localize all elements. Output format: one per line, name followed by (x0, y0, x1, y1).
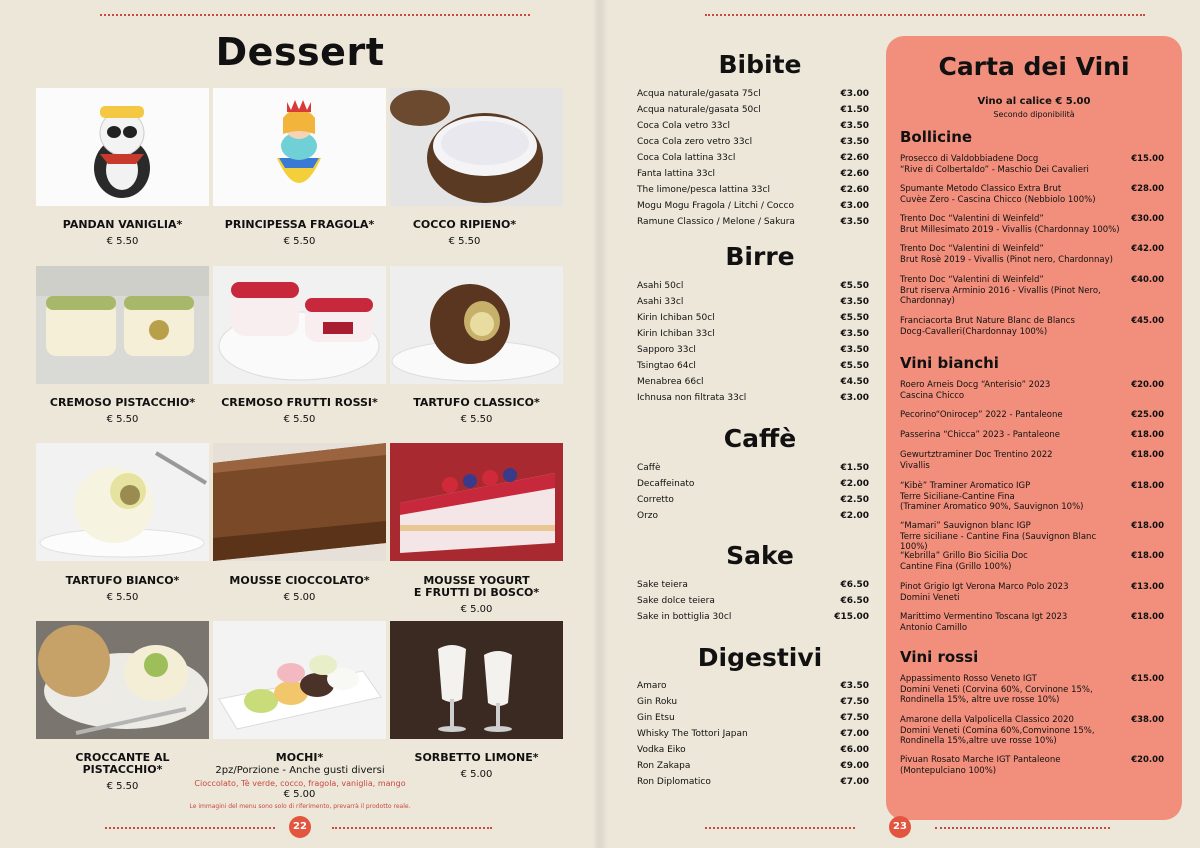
dessert-price: € 5.50 (106, 592, 139, 603)
list-item: Fanta lattina 33cl €2.60 (637, 169, 869, 179)
dessert-name: TARTUFO CLASSICO* (413, 396, 540, 409)
dessert-image-cremoso-frutti-rossi (213, 266, 386, 384)
list-item: Ron Zakapa €9.00 (637, 761, 869, 771)
dessert-image-tartufo-bianco (36, 443, 209, 561)
wine-item: Trento Doc “Valentini di Weinfeld” Brut Millesimato 2019 - Vivallis (Chardonnay 100%) €30.00 (900, 214, 1164, 235)
list-item: Acqua naturale/gasata 50cl €1.50 (637, 105, 869, 115)
dessert-image-croccante-pistacchio (36, 621, 209, 739)
image-disclaimer: Le immagini del menu sono solo di riferimento, prevarrà il prodotto reale. (189, 803, 411, 810)
vini-bianchi-title: Vini bianchi (900, 354, 999, 372)
list-item: Amaro €3.50 (637, 681, 869, 691)
dessert-image-mochi (213, 621, 386, 739)
dessert-image-principessa-fragola (213, 88, 386, 206)
dessert-price: € 5.50 (283, 414, 316, 425)
dessert-subtitle: 2pz/Porzione - Anche gusti diversi (215, 765, 385, 776)
list-item: Acqua naturale/gasata 75cl €3.00 (637, 89, 869, 99)
list-item: Coca Cola lattina 33cl €2.60 (637, 153, 869, 163)
bollicine-title: Bollicine (900, 128, 973, 146)
dessert-price: € 5.00 (460, 604, 493, 615)
dessert-title: Dessert (215, 30, 385, 74)
list-item: Sake dolce teiera €6.50 (637, 596, 869, 606)
vini-rossi-title: Vini rossi (900, 648, 979, 666)
list-item: Sake in bottiglia 30cl €15.00 (637, 612, 869, 622)
wine-item: “Kibè” Traminer Aromatico IGP Terre Siciliane-Cantine Fina (Traminer Aromatico 90%, Sauvignon 10%) €18.00 (900, 481, 1164, 512)
list-item: Kirin Ichiban 50cl €5.50 (637, 313, 869, 323)
bottom-dotted-divider (332, 827, 492, 829)
sake-list (637, 577, 869, 625)
page-number-right: 23 (889, 816, 911, 838)
wine-by-glass: Vino al calice € 5.00 (977, 96, 1091, 107)
wine-item: Appassimento Rosso Veneto IGT Domini Veneti (Corvina 60%, Corvinone 15%, Rondinella 15%, altre uve rosse 10%) €15.00 (900, 674, 1164, 705)
top-dotted-divider-right (705, 14, 1145, 16)
dessert-price: € 5.50 (106, 414, 139, 425)
dessert-name: TARTUFO BIANCO* (65, 574, 180, 587)
list-item: Decaffeinato €2.00 (637, 479, 869, 489)
dessert-price: € 5.50 (283, 236, 316, 247)
list-item: Vodka Eiko €6.00 (637, 745, 869, 755)
dessert-name: CROCCANTE AL PISTACCHIO* (75, 751, 170, 776)
list-item: Corretto €2.50 (637, 495, 869, 505)
bottom-dotted-divider (705, 827, 855, 829)
dessert-image-pandan-vaniglia (36, 88, 209, 206)
birre-list (637, 278, 869, 406)
digestivi-title: Digestivi (697, 643, 823, 672)
dessert-price: € 5.50 (106, 781, 139, 792)
wine-item: “Mamari” Sauvignon blanc IGP Terre siciliane - Cantine Fina (Sauvignon Blanc 100%) €18.00 (900, 521, 1164, 552)
list-item: The limone/pesca lattina 33cl €2.60 (637, 185, 869, 195)
top-dotted-divider-left (100, 14, 530, 16)
bibite-list (637, 86, 869, 230)
wine-item: Marittimo Vermentino Toscana Igt 2023 Antonio Camillo €18.00 (900, 612, 1164, 633)
list-item: Gin Roku €7.50 (637, 697, 869, 707)
list-item: Kirin Ichiban 33cl €3.50 (637, 329, 869, 339)
dessert-image-cremoso-pistacchio (36, 266, 209, 384)
caffe-list (637, 460, 869, 524)
wine-item: Trento Doc “Valentini di Weinfeld” Brut riserva Arminio 2016 - Vivallis (Pinot Nero, Chardonnay) €40.00 (900, 275, 1164, 306)
wine-item: Amarone della Valpolicella Classico 2020 Domini Veneti (Comina 60%,Comvinone 15%, Rondinella 15%,altre uve rosse 10%) €38.00 (900, 715, 1164, 746)
list-item: Coca Cola zero vetro 33cl €3.50 (637, 137, 869, 147)
dessert-name: CREMOSO FRUTTI ROSSI* (221, 396, 378, 409)
dessert-price: € 5.00 (283, 789, 316, 800)
list-item: Orzo €2.00 (637, 511, 869, 521)
dessert-image-tartufo-classico (390, 266, 563, 384)
dessert-price: € 5.50 (106, 236, 139, 247)
wine-item: “Kebrilla” Grillo Bio Sicilia Doc Cantine Fina (Grillo 100%) €18.00 (900, 551, 1164, 572)
page-gutter (592, 0, 608, 848)
dessert-name: COCCO RIPIENO* (412, 218, 517, 231)
list-item: Ron Diplomatico €7.00 (637, 777, 869, 787)
dessert-image-mousse-yogurt (390, 443, 563, 561)
list-item: Asahi 33cl €3.50 (637, 297, 869, 307)
dessert-flavours: Cioccolato, Tè verde, cocco, fragola, vaniglia, mango (194, 779, 406, 788)
wine-item: Pecorino“Onirocep” 2022 - Pantaleone €25.00 (900, 410, 1164, 420)
sake-title: Sake (726, 541, 794, 570)
list-item: Whisky The Tottori Japan €7.00 (637, 729, 869, 739)
bottom-dotted-divider (935, 827, 1110, 829)
dessert-name: PANDAN VANIGLIA* (62, 218, 183, 231)
dessert-image-sorbetto-limone (390, 621, 563, 739)
list-item: Coca Cola vetro 33cl €3.50 (637, 121, 869, 131)
bibite-title: Bibite (718, 50, 802, 79)
dessert-name: SORBETTO LIMONE* (414, 751, 539, 764)
dessert-name: MOCHI* (275, 751, 324, 764)
list-item: Gin Etsu €7.50 (637, 713, 869, 723)
wine-item: Gewurtztraminer Doc Trentino 2022 Vivallis €18.00 (900, 450, 1164, 471)
wine-item: Trento Doc “Valentini di Weinfeld” Brut Rosè 2019 - Vivallis (Pinot nero, Chardonnay) €42.00 (900, 244, 1164, 265)
bottom-dotted-divider (105, 827, 275, 829)
wine-list-panel (886, 36, 1182, 820)
dessert-price: € 5.00 (283, 592, 316, 603)
wine-item: Franciacorta Brut Nature Blanc de Blancs Docg-Cavalleri(Chardonnay 100%) €45.00 (900, 316, 1164, 337)
dessert-image-cocco-ripieno (390, 88, 563, 206)
digestivi-list (637, 678, 869, 790)
list-item: Mogu Mogu Fragola / Litchi / Cocco €3.00 (637, 201, 869, 211)
dessert-name: PRINCIPESSA FRAGOLA* (224, 218, 375, 231)
wine-item: Prosecco di Valdobbiadene Docg “Rive di Colbertaldo” - Maschio Dei Cavalieri €15.00 (900, 154, 1164, 175)
wine-item: Pinot Grigio Igt Verona Marco Polo 2023 Domini Veneti €13.00 (900, 582, 1164, 603)
list-item: Sapporo 33cl €3.50 (637, 345, 869, 355)
list-item: Ichnusa non filtrata 33cl €3.00 (637, 393, 869, 403)
dessert-image-mousse-cioccolato (213, 443, 386, 561)
page-number-left: 22 (289, 816, 311, 838)
wine-by-glass-note: Secondo diponibilità (993, 110, 1075, 119)
dessert-price: € 5.00 (460, 769, 493, 780)
wine-item: Pivuan Rosato Marche IGT Pantaleone (Montepulciano 100%) €20.00 (900, 755, 1164, 776)
dessert-name: MOUSSE YOGURT E FRUTTI DI BOSCO* (413, 574, 540, 599)
wine-list-title: Carta dei Vini (938, 52, 1130, 81)
list-item: Ramune Classico / Melone / Sakura €3.50 (637, 217, 869, 227)
dessert-price: € 5.50 (460, 414, 493, 425)
caffe-title: Caffè (723, 424, 797, 453)
wine-item: Spumante Metodo Classico Extra Brut Cuvèe Zero - Cascina Chicco (Nebbiolo 100%) €28.00 (900, 184, 1164, 205)
wine-item: Passerina “Chicca” 2023 - Pantaleone €18.00 (900, 430, 1164, 440)
list-item: Tsingtao 64cl €5.50 (637, 361, 869, 371)
dessert-price: € 5.50 (448, 236, 481, 247)
wine-item: Roero Arneis Docg “Anterisio” 2023 Cascina Chicco €20.00 (900, 380, 1164, 401)
list-item: Menabrea 66cl €4.50 (637, 377, 869, 387)
dessert-name: MOUSSE CIOCCOLATO* (229, 574, 370, 587)
list-item: Sake teiera €6.50 (637, 580, 869, 590)
dessert-name: CREMOSO PISTACCHIO* (49, 396, 196, 409)
birre-title: Birre (725, 242, 795, 271)
list-item: Asahi 50cl €5.50 (637, 281, 869, 291)
list-item: Caffè €1.50 (637, 463, 869, 473)
